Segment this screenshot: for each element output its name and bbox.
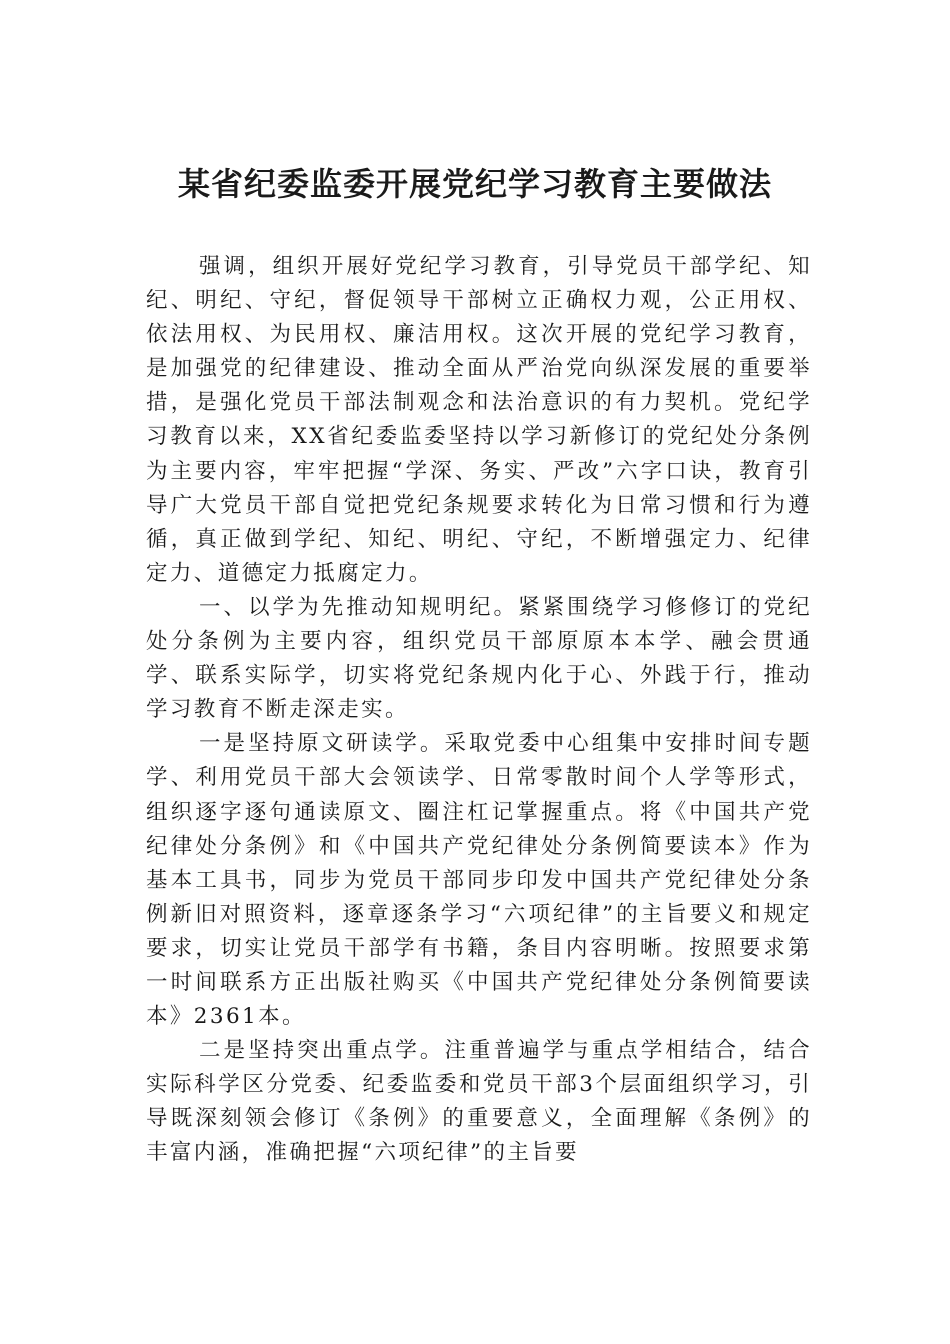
document-title: 某省纪委监委开展党纪学习教育主要做法 xyxy=(177,165,772,203)
paragraph-point-two: 二是坚持突出重点学。注重普遍学与重点学相结合，结合实际科学区分党委、纪委监委和党员干部3个层面组织学习，引导既深刻领会修订《条例》的重要意义，全面理解《条例》的丰富内涵，准确把握“六项纪律”的主旨要 xyxy=(146,1038,812,1166)
paragraph-intro: 强调，组织开展好党纪学习教育，引导党员干部学纪、知纪、明纪、守纪，督促领导干部树立正确权力观，公正用权、依法用权、为民用权、廉洁用权。这次开展的党纪学习教育，是加强党的纪律建设、推动全面从严治党向纵深发展的重要举措，是强化党员干部法制观念和法治意识的有力契机。党纪学习教育以来，XX省纪委监委坚持以学习新修订的党纪处分条例为主要内容，牢牢把握“学深、务实、严改”六字口诀，教育引导广大党员干部自觉把党纪条规要求转化为日常习惯和行为遵循，真正做到学纪、知纪、明纪、守纪，不断增强定力、纪律定力、道德定力抵腐定力。 xyxy=(146,254,812,586)
document-body xyxy=(146,250,812,1171)
paragraph-section-one: 一、以学为先推动知规明纪。紧紧围绕学习修修订的党纪处分条例为主要内容，组织党员干部原原本本学、融会贯通学、联系实际学，切实将党纪条规内化于心、外践于行，推动学习教育不断走深走实。 xyxy=(146,594,812,723)
paragraph-point-one: 一是坚持原文研读学。采取党委中心组集中安排时间专题学、利用党员干部大会领读学、日常零散时间个人学等形式，组织逐字逐句通读原文、圈注杠记掌握重点。将《中国共产党纪律处分条例》和《中国共产党纪律处分条例简要读本》作为基本工具书，同步为党员干部同步印发中国共产党纪律处分条例新旧对照资料，逐章逐条学习“六项纪律”的主旨要义和规定要求，切实让党员干部学有书籍，条目内容明晰。按照要求第一时间联系方正出版社购买《中国共产党纪律处分条例简要读本》2361本。 xyxy=(146,731,812,1030)
